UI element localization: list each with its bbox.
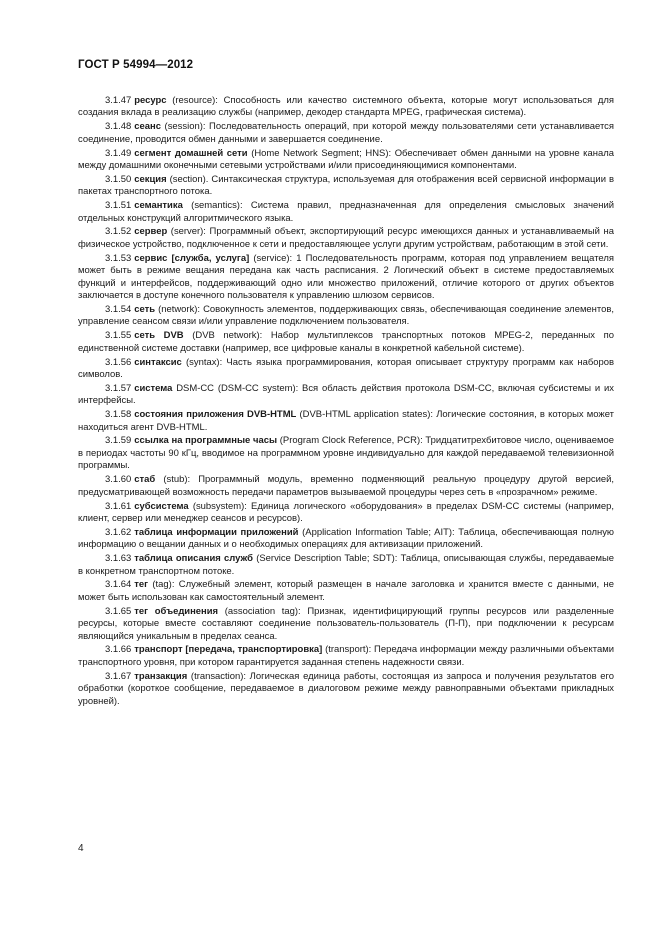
definition-entry [78,644,614,669]
entry-definition: (Application Information Table; AIT): Таблица, обеспечивающая полную информацию о вещании данных и о необходимых операциях для активизации приложений. [78,526,614,551]
definition-entry [78,527,614,552]
definition-entry [78,357,614,382]
definition-entry [78,174,614,199]
definition-entry [78,501,614,526]
entry-term: сеть DVB [134,330,184,342]
entry-definition: (transaction): Логическая единица работы, состоящая из запроса и получения результатов его обработки (короткое сообщение, передаваемое в диалоговом режиме между равноправными объектами прикладных уровней). [78,670,614,707]
entry-number: 3.1.51 [105,200,132,212]
entry-number: 3.1.64 [105,579,132,591]
definition-entry [78,253,614,303]
entry-number: 3.1.48 [105,121,132,133]
entry-definition: (Home Network Segment; HNS): Обеспечивает обмен данными на уровне канала между домашними оконечными сетевыми устройствами и/или присоединяющимися компонентами. [78,147,614,172]
entry-term: сеть [134,303,156,315]
entry-term: транспорт [передача, транспортировка] [134,644,323,656]
entry-term: стаб [134,474,156,486]
definition-entry [78,200,614,225]
entry-number: 3.1.56 [105,356,132,368]
definition-entry [78,330,614,355]
entry-number: 3.1.52 [105,226,132,238]
entry-term: состояния приложения DVB-HTML [134,409,297,421]
entry-number: 3.1.66 [105,644,132,656]
entry-number: 3.1.57 [105,382,132,394]
entry-number: 3.1.54 [105,303,132,315]
entry-number: 3.1.47 [105,95,132,106]
definition-entry [78,671,614,708]
page-number: 4 [78,843,84,854]
entry-definition: (tag): Служебный элемент, который размещен в начале заголовка и хранится вместе с данными, не может быть использован как самостоятельный элемент. [78,579,614,603]
document-header: ГОСТ Р 54994—2012 [78,59,194,71]
entry-number: 3.1.53 [105,252,132,264]
entry-number: 3.1.58 [105,409,132,421]
definition-entry [78,553,614,578]
definition-entry [78,409,614,434]
entry-number: 3.1.49 [105,147,132,159]
entry-number: 3.1.50 [105,173,132,185]
entry-term: система [134,382,173,394]
entry-term: сегмент домашней сети [134,147,248,159]
entry-term: субсистема [134,500,189,512]
entry-term: транзакция [134,670,188,682]
entry-term: сервер [134,226,168,238]
entry-term: секция [134,173,167,185]
entry-number: 3.1.55 [105,330,132,342]
entry-definition: (section). Синтаксическая структура, используемая для отображения всей сервисной информации в пакетах транспортного потока. [78,173,614,198]
entry-definition: (subsystem): Единица логического «оборудования» в пределах DSM-CC системы (например, клиент, сервер или менеджер сеансов и ресурсов). [78,500,614,524]
entry-definition: DSM-CC (DSM-CC system): Вся область действия протокола DSM-CC, включая субсистемы и их интерфейсы. [78,382,614,407]
definition-entry [78,95,614,120]
entry-term: синтаксис [134,356,182,368]
entry-definition: (association tag): Признак, идентифицирующий группы ресурсов или разделенные ресурсы, которые вместе составляют соединение пользователь-пользователь (П-П), при подключении к ресурсам являющийся уникальным в пределах сеанса. [78,605,614,642]
definition-entry [78,606,614,643]
entry-definition: (Program Clock Reference, PCR): Тридцатитрехбитовое число, оцениваемое в периодах частоты 90 кГц, вводимое на программном уровне индивидуально для каждой передаваемой телевизионной программы. [78,435,614,472]
entry-definition: (DVB-HTML application states): Логические состояния, в которых может находиться агент DVB-HTML. [78,409,614,433]
entry-term: сервис [служба, услуга] [134,252,250,264]
entry-definition: (stub): Программный модуль, временно подменяющий реальную процедуру другой версией, предусматривающей возможность передачи параметров вызываемой процедуры через сеть в «прозрачном» режиме. [78,474,614,498]
entry-number: 3.1.65 [105,605,132,617]
entry-definition: (DVB network): Набор мультиплексов транспортных потоков MPEG-2, переданных по единственной системе доставки (например, все цифровые каналы в конкретной кабельной системе). [78,330,614,354]
entry-definition: (Service Description Table; SDT): Таблица, описывающая службы, передаваемые в конкретном транспортном потоке. [78,553,614,577]
entry-term: ссылка на программные часы [134,435,278,447]
definition-entry [78,148,614,173]
definition-entry [78,474,614,499]
entry-term: тег [134,579,149,591]
entry-definition: (service): 1 Последовательность программ, которая под управлением вещателя может быть в режиме вещания передана как часть расписания. 2 Логический объект в системе предоставляемых функций и интерфейсов, поддерживающий одно или множество приложений, отличие которого от других объектов заключается в доступе конечного пользователя к управлению шлюзом сервисов. [78,252,614,302]
entry-term: семантика [134,200,183,212]
entry-number: 3.1.59 [105,435,132,447]
entry-number: 3.1.67 [105,670,132,682]
definition-entry [78,579,614,604]
entry-definition: (transport): Передача информации между различными объектами транспортного уровня, при котором гарантируется заданная степень надежности связи. [78,644,615,668]
entry-definition: (session): Последовательность операций, при которой между пользователями сети устанавливается соединение, проводится обмен данными и завершается соединение. [78,121,614,145]
definition-entry [78,435,614,472]
entry-number: 3.1.62 [105,526,132,538]
definition-entry [78,121,614,146]
definition-entry [78,383,614,408]
definition-entry [78,226,614,251]
definition-entry [78,304,614,329]
entry-definition: (semantics): Система правил, предназначенная для определения смысловых значений отдельных конструкций алгоритмического языка. [78,200,614,224]
entry-number: 3.1.60 [105,474,132,486]
entry-number: 3.1.61 [105,500,132,512]
entry-definition: (resource): Способность или качество системного объекта, которые могут использоваться для создания вклада в реализацию службы (например, декодер стандарта MPEG, графическая система). [78,95,614,119]
entry-term: сеанс [134,121,161,133]
entry-definition: (syntax): Часть языка программирования, которая описывает структуру программ как наборов символов. [78,356,614,381]
entry-term: таблица информации приложений [134,526,299,538]
entry-term: ресурс [134,95,167,106]
entry-term: тег объединения [134,605,219,617]
definitions-list [78,95,614,710]
entry-term: таблица описания служб [134,553,254,565]
entry-definition: (server): Программный объект, экспортирующий ресурс имеющихся данных и устанавливаемый на физическое устройство, подключенное к сети и предоставляющее услуги другим устройствам, работающим в этой сети. [78,226,614,250]
entry-number: 3.1.63 [105,553,132,565]
entry-definition: (network): Совокупность элементов, поддерживающих связь, обеспечивающая соединение элементов, управление сеансом связи и/или управление подключением пользователя. [78,303,614,328]
